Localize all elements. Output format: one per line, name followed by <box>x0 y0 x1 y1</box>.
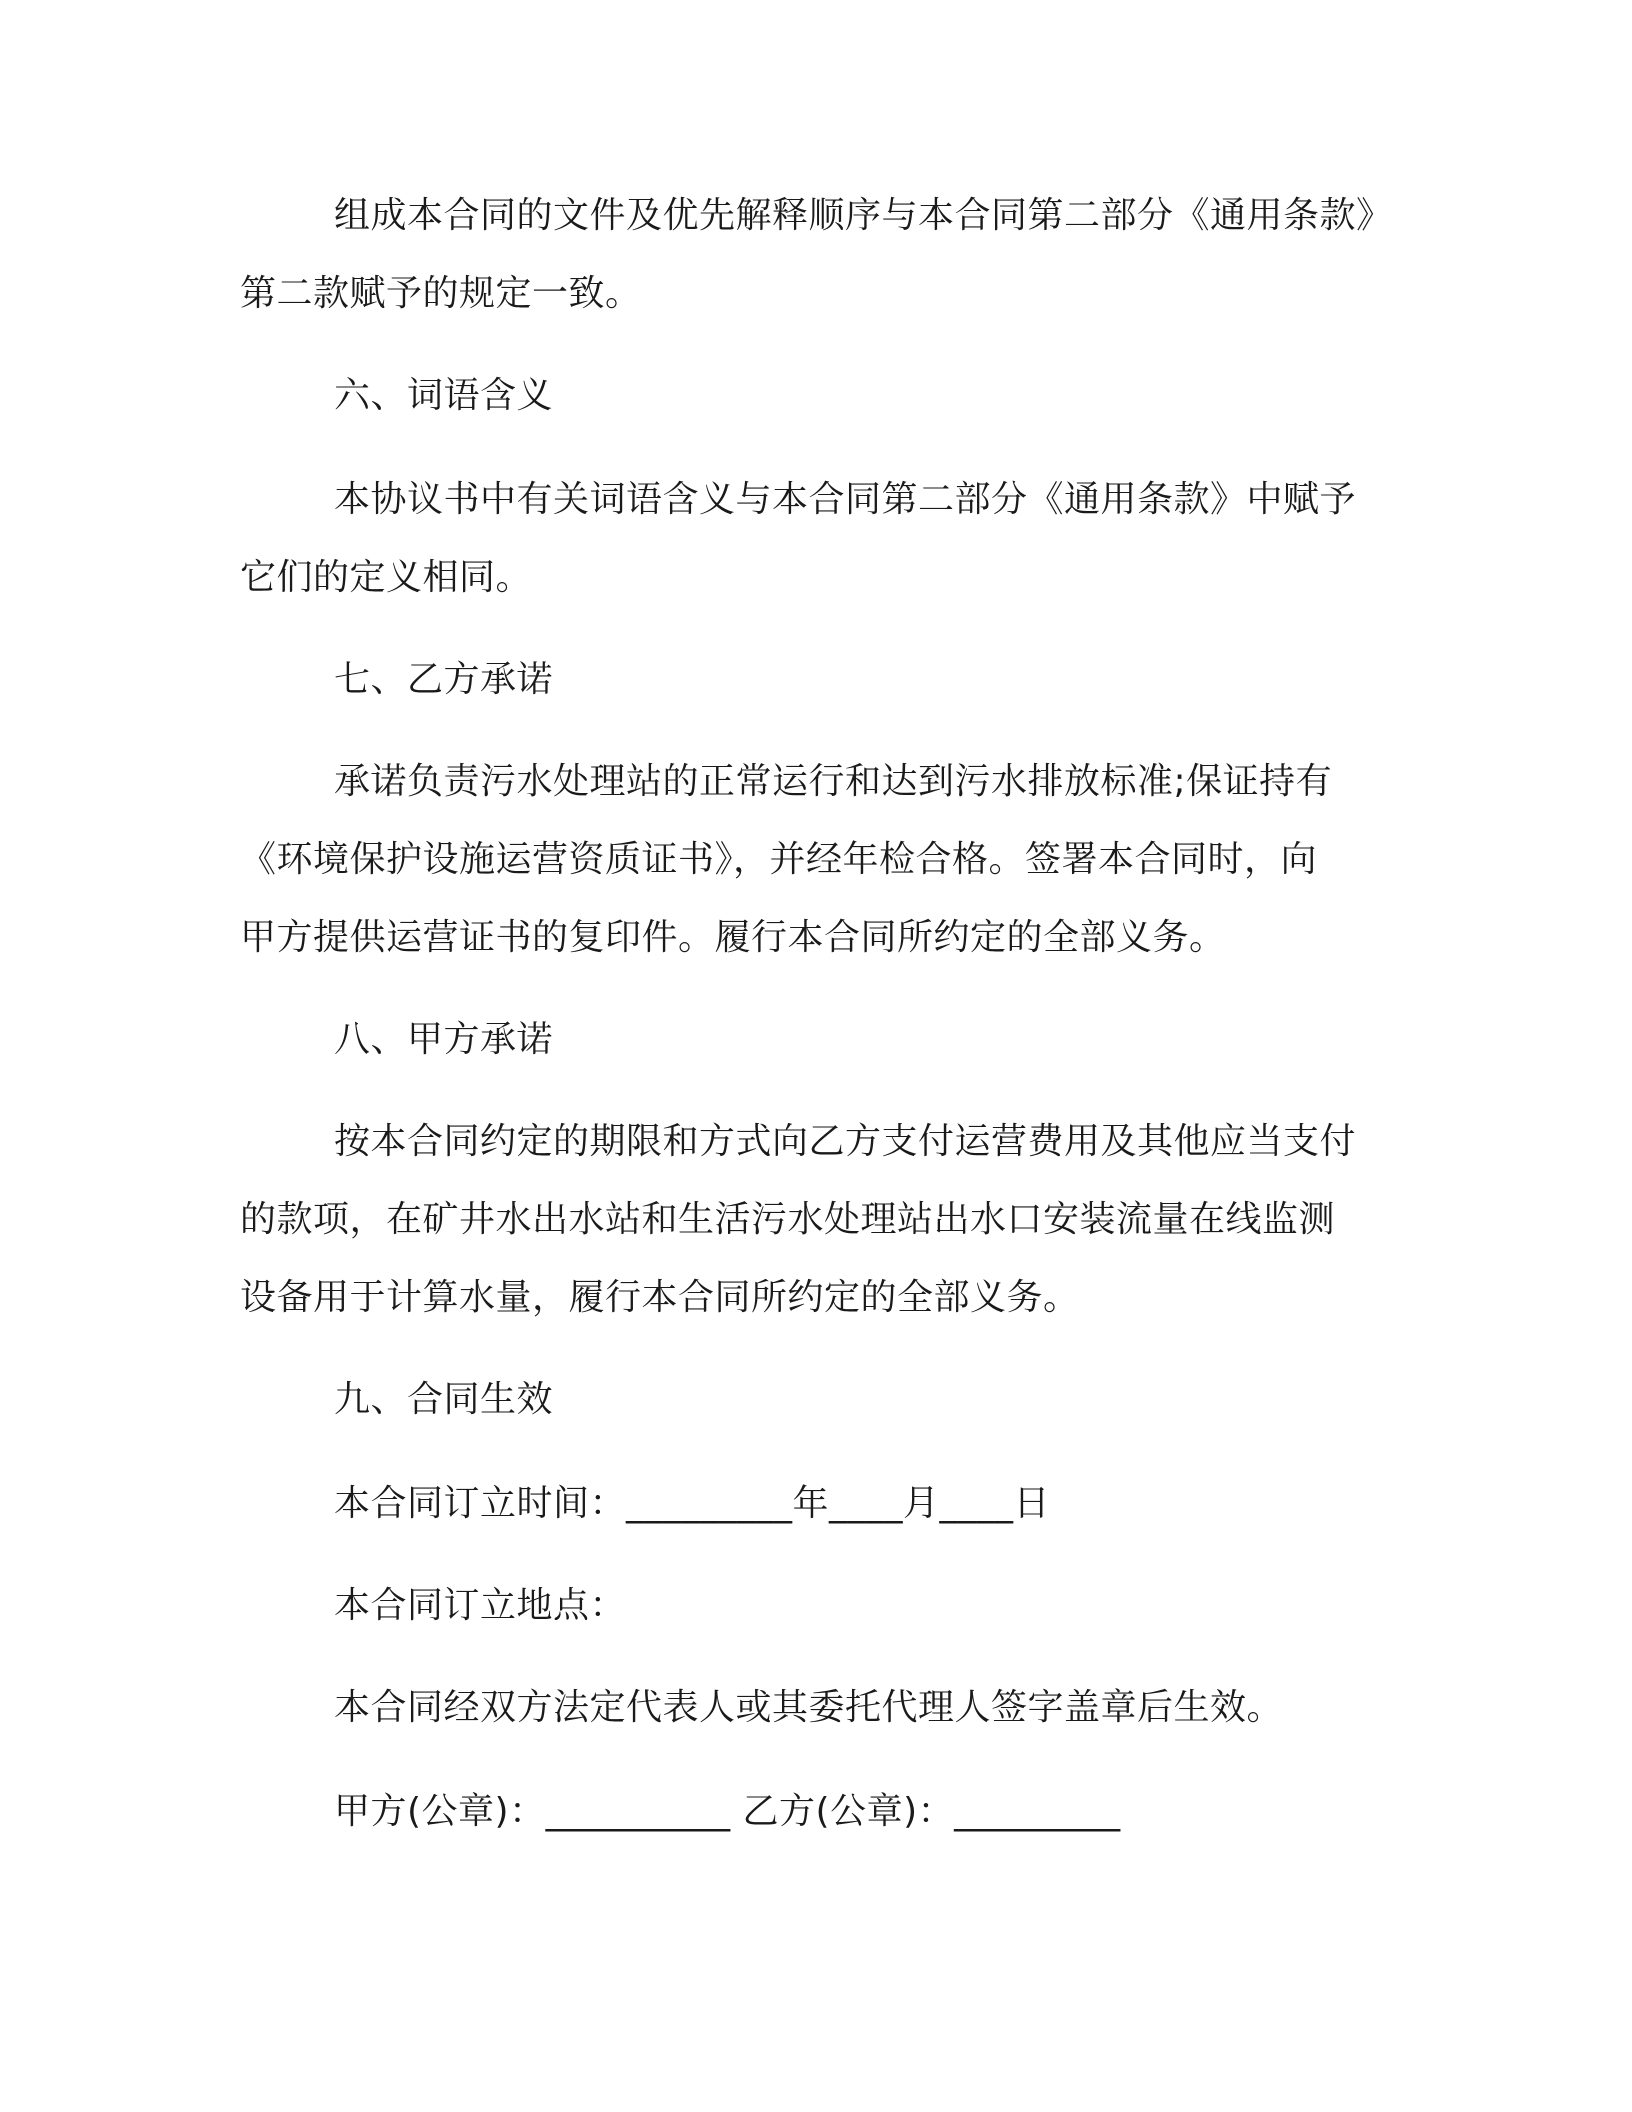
paragraph-definitions-line-1: 本协议书中有关词语含义与本合同第二部分《通用条款》中赋予 <box>334 479 1357 520</box>
section-heading-6: 六、词语含义 <box>334 375 554 416</box>
contract-effect-line: 本合同经双方法定代表人或其委托代理人签字盖章后生效。 <box>334 1687 1284 1728</box>
paragraph-documents-order-line-1: 组成本合同的文件及优先解释顺序与本合同第二部分《通用条款》 <box>334 195 1393 236</box>
section-heading-8: 八、甲方承诺 <box>334 1019 554 1060</box>
paragraph-party-a-line-2: 的款项，在矿井水出水站和生活污水处理站出水口安装流量在线监测 <box>240 1199 1336 1240</box>
contract-place-line: 本合同订立地点： <box>334 1585 627 1626</box>
section-heading-7: 七、乙方承诺 <box>334 659 554 700</box>
paragraph-party-b-line-3: 甲方提供运营证书的复印件。履行本合同所约定的全部义务。 <box>240 917 1226 958</box>
paragraph-party-b-line-2: 《环境保护设施运营资质证书》，并经年检合格。签署本合同时，向 <box>240 839 1318 880</box>
signature-line: 甲方(公章)：__________ 乙方(公章)：_________ <box>334 1791 1121 1832</box>
section-heading-9: 九、合同生效 <box>334 1379 554 1420</box>
paragraph-party-b-line-1: 承诺负责污水处理站的正常运行和达到污水排放标准;保证持有 <box>334 761 1333 802</box>
contract-date-line: 本合同订立时间：_________年____月____日 <box>334 1483 1051 1524</box>
paragraph-party-a-line-1: 按本合同约定的期限和方式向乙方支付运营费用及其他应当支付 <box>334 1121 1357 1162</box>
paragraph-documents-order-line-2: 第二款赋予的规定一致。 <box>240 273 642 314</box>
paragraph-party-a-line-3: 设备用于计算水量，履行本合同所约定的全部义务。 <box>240 1277 1080 1318</box>
paragraph-definitions-line-2: 它们的定义相同。 <box>240 557 533 598</box>
